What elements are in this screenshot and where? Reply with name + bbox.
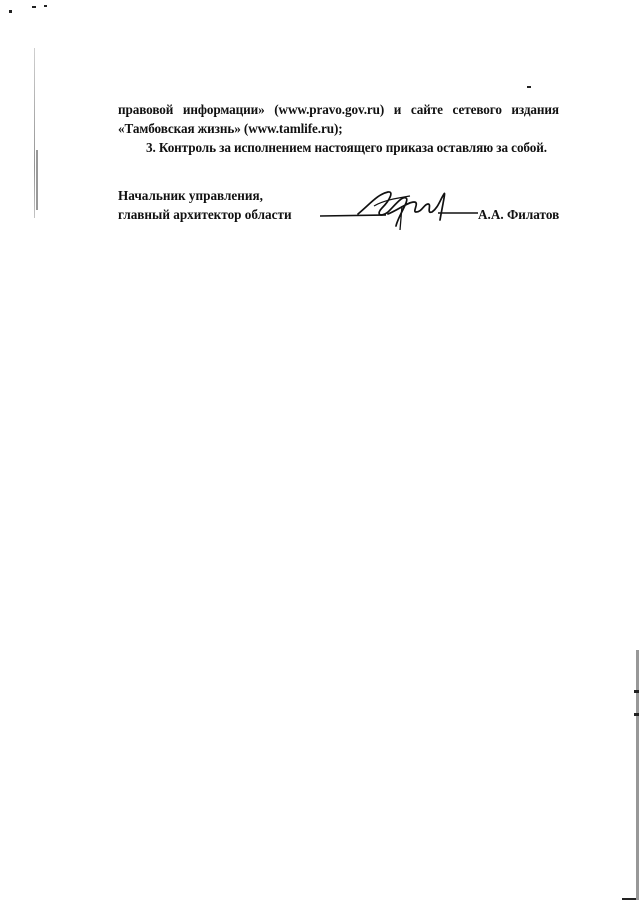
scan-speck — [622, 898, 636, 900]
scan-speck — [9, 10, 12, 13]
signature-block — [118, 186, 559, 224]
signatory-name: А.А. Филатов — [478, 207, 560, 222]
scan-speck — [32, 6, 36, 8]
scan-speck — [44, 5, 47, 7]
word: и — [393, 102, 402, 117]
scan-speck — [527, 86, 531, 88]
word: сетевого — [452, 102, 502, 117]
body-line-2: «Тамбовская жизнь» (www.tamlife.ru); — [118, 121, 343, 136]
scan-edge-line — [34, 48, 35, 218]
scan-edge-line — [36, 150, 38, 210]
scan-edge-line — [636, 650, 639, 900]
handwritten-signature — [318, 186, 478, 232]
scan-speck — [634, 713, 639, 716]
word: информации» — [182, 102, 265, 117]
signatory-title-line-1: Начальник управления, — [118, 188, 263, 203]
signatory-title-line-2: главный архитектор области — [118, 207, 292, 222]
document-body — [118, 100, 559, 157]
scan-speck — [634, 690, 639, 693]
word: сайте — [410, 102, 443, 117]
word: правовой — [118, 102, 174, 117]
word: издания — [511, 102, 559, 117]
body-paragraph-3: 3. Контроль за исполнением настоящего приказа оставляю за собой. — [146, 140, 547, 155]
body-line-1 — [118, 100, 559, 119]
word: (www.pravo.gov.ru) — [274, 102, 385, 117]
